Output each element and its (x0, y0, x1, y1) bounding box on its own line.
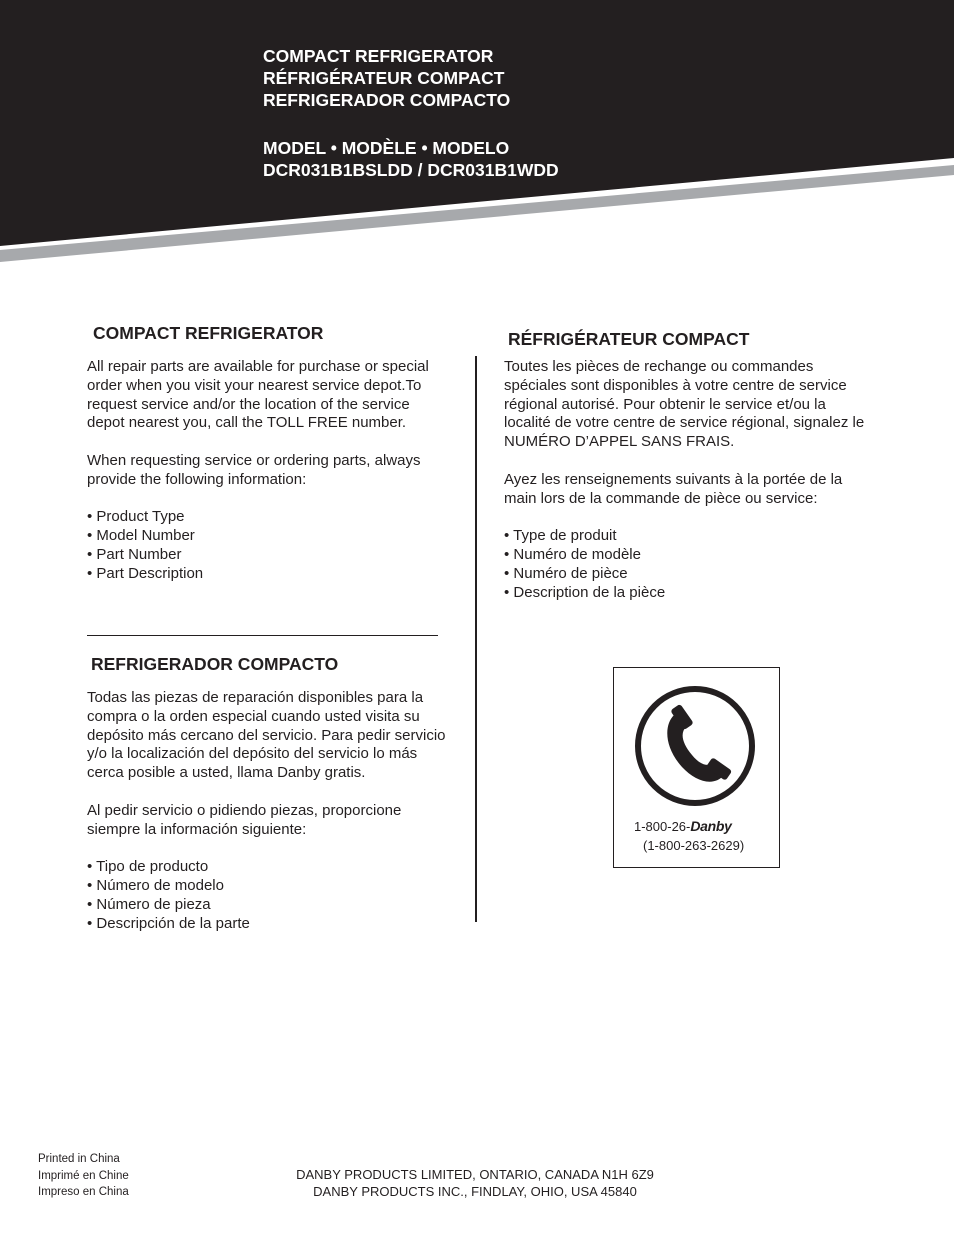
column-divider (475, 356, 477, 922)
english-info-list (87, 508, 449, 583)
spanish-heading: REFRIGERADOR COMPACTO (91, 654, 339, 674)
header-title-es: REFRIGERADOR COMPACTO (263, 90, 511, 110)
french-heading: RÉFRIGÉRATEUR COMPACT (508, 329, 750, 349)
english-body (87, 358, 449, 584)
list-item: • Número de modelo (87, 876, 224, 894)
french-body (504, 358, 872, 602)
header-title-en: COMPACT REFRIGERATOR (263, 46, 494, 66)
toll-free-prefix: 1-800-26- (634, 819, 691, 834)
english-para-1: All repair parts are available for purchase or special order when you visit your nearest service depot.To request service and/or the location of the service depot nearest you, call the TOLL FREE number. (87, 358, 429, 432)
list-item: • Descripción de la parte (87, 914, 250, 932)
address-canada: DANBY PRODUCTS LIMITED, ONTARIO, CANADA N1H 6Z9 (296, 1167, 654, 1182)
spanish-body (87, 689, 449, 933)
spanish-info-list (87, 858, 449, 933)
french-para-1: Toutes les pièces de rechange ou commandes spéciales sont disponibles à votre centre de service régional autorisé. Pour obtenir le service et/ou la localité de votre centre de service régional, signalez le NUMÉRO D’APPEL SANS FRAIS. (504, 358, 865, 451)
list-item: • Numéro de modèle (504, 545, 641, 563)
printed-es: Impreso en China (38, 1186, 129, 1198)
address-usa: DANBY PRODUCTS INC., FINDLAY, OHIO, USA 45840 (313, 1184, 637, 1199)
spanish-para-2: Al pedir servicio o pidiendo piezas, proporcione siempre la información siguiente: (87, 801, 402, 838)
printed-fr: Imprimé en Chine (38, 1169, 129, 1182)
danby-logo-text: Danby (690, 818, 732, 834)
list-item: • Type de produit (504, 527, 617, 545)
company-address-block (275, 1166, 675, 1200)
phone-handset-icon (634, 685, 756, 807)
phone-contact-box (613, 667, 780, 868)
list-item: • Model Number (87, 527, 195, 545)
printed-en: Printed in China (38, 1153, 120, 1165)
header-title-block (263, 45, 559, 181)
toll-free-numeric: (1-800-263-2629) (643, 838, 745, 853)
list-item: • Tipo de producto (87, 858, 209, 876)
list-item: • Part Number (87, 545, 182, 563)
header-title-fr: RÉFRIGÉRATEUR COMPACT (263, 68, 505, 88)
list-item: • Description de la pièce (504, 583, 666, 601)
list-item: • Numéro de pièce (504, 564, 628, 582)
printed-in-block (38, 1151, 129, 1201)
english-para-2: When requesting service or ordering parts, always provide the following information: (87, 451, 421, 488)
list-item: • Product Type (87, 508, 185, 526)
english-heading: COMPACT REFRIGERATOR (93, 323, 324, 343)
french-para-2: Ayez les renseignements suivants à la portée de la main lors de la commande de pièce ou service: (504, 470, 843, 507)
model-numbers: DCR031B1BSLDD / DCR031B1WDD (263, 160, 559, 180)
spanish-para-1: Todas las piezas de reparación disponibles para la compra o la orden especial cuando usted visita su depósito más cercano del servicio. Para pedir servicio y/o la localización del depósito del servicio lo más cerca posible a usted, llama Danby gratis. (87, 689, 446, 782)
section-divider (87, 635, 438, 636)
french-info-list (504, 527, 872, 602)
list-item: • Part Description (87, 564, 204, 582)
toll-free-number[interactable] (634, 818, 732, 834)
model-label: MODEL • MODÈLE • MODELO (263, 138, 510, 158)
list-item: • Número de pieza (87, 895, 211, 913)
